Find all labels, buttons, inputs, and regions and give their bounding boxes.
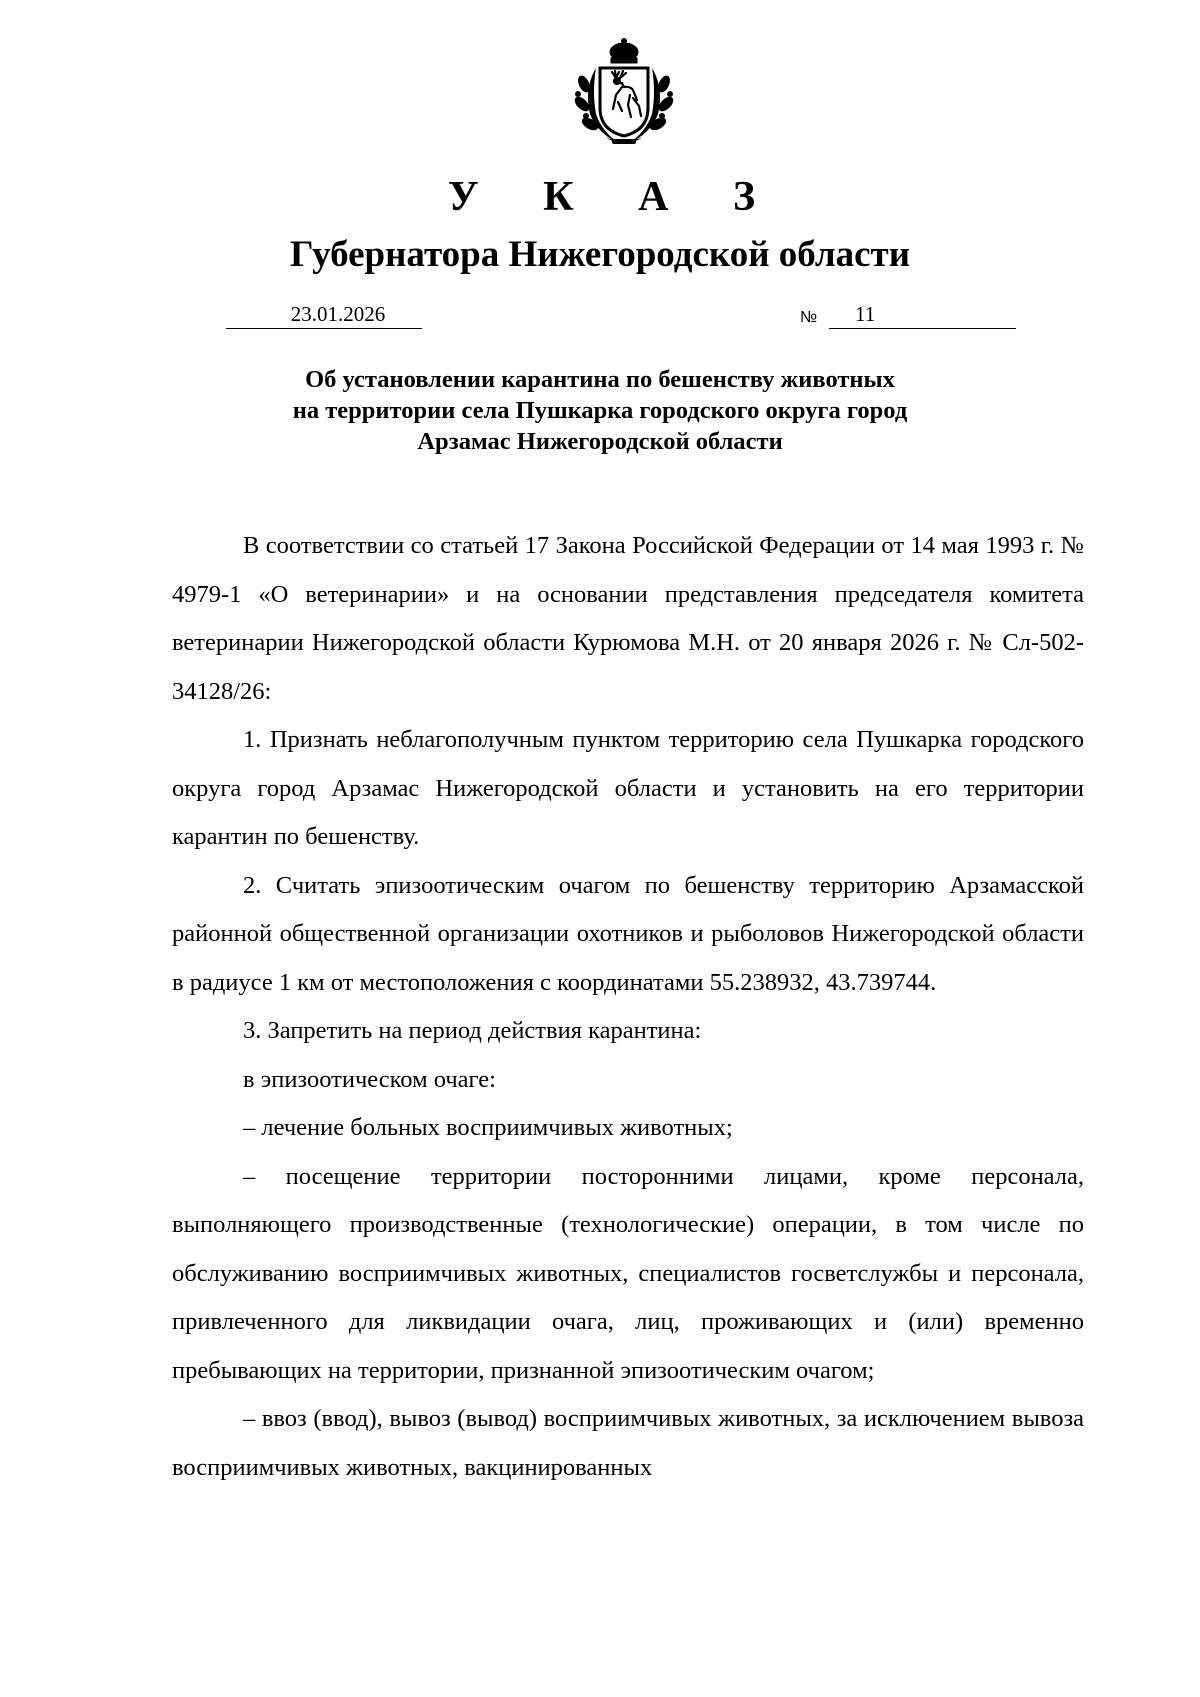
preamble-paragraph: В соответствии со статьей 17 Закона Российской Федерации от 14 мая 1993 г. № 4979-1 «О ветеринарии» и на основании представления председателя комитета ветеринарии Нижегородской области Курюмова М.Н. от 20 января 2026 г. № Сл-502-34128/26: <box>172 532 1084 705</box>
document-body <box>172 522 1084 1492</box>
dash-item-import-export: – ввоз (ввод), вывоз (вывод) восприимчивых животных, за исключением вывоза восприимчивых животных, вакцинированных <box>172 1405 1084 1481</box>
item-3-subheading: в эпизоотическом очаге: <box>243 1065 496 1093</box>
number-sign: № <box>800 309 818 326</box>
document-date-field <box>226 302 422 329</box>
shield-icon <box>600 68 648 136</box>
document-number: 11 <box>855 302 876 326</box>
document-date: 23.01.2026 <box>290 302 386 326</box>
subject-line: Арзамас Нижегородской области <box>417 428 783 455</box>
crown-icon <box>610 39 638 64</box>
subject-line: на территории села Пушкарка городского округа город <box>292 397 908 424</box>
dash-item-visits: – посещение территории посторонними лицами, кроме персонала, выполняющего производственные (технологические) операции, в том числе по обслуживанию восприимчивых животных, специалистов госветслужбы и персонала, привлеченного для ликвидации очага, лиц, проживающих и (или) временно пребывающих на территории, признанной эпизоотическим очагом; <box>172 1162 1084 1384</box>
document-type-title: У К А З <box>447 174 783 220</box>
document-number-field <box>829 302 1016 329</box>
item-1-paragraph: 1. Признать неблагополучным пунктом территорию села Пушкарка городского округа город Арзамас Нижегородской области и установить на его территории карантин по бешенству. <box>172 726 1084 850</box>
document-subject <box>0 364 1200 457</box>
dash-item-treatment: – лечение больных восприимчивых животных; <box>243 1114 733 1141</box>
issuer-title: Губернатора Нижегородской области <box>289 234 911 275</box>
item-3-paragraph: 3. Запретить на период действия карантина: <box>243 1017 702 1044</box>
coat-of-arms-emblem <box>560 38 688 150</box>
subject-line: Об установлении карантина по бешенству животных <box>305 366 895 393</box>
item-2-paragraph: 2. Считать эпизоотическим очагом по бешенству территорию Арзамасской районной общественной организации охотников и рыболовов Нижегородской области в радиусе 1 км от местоположения с координатами 55.238932, 43.739744. <box>172 871 1084 996</box>
